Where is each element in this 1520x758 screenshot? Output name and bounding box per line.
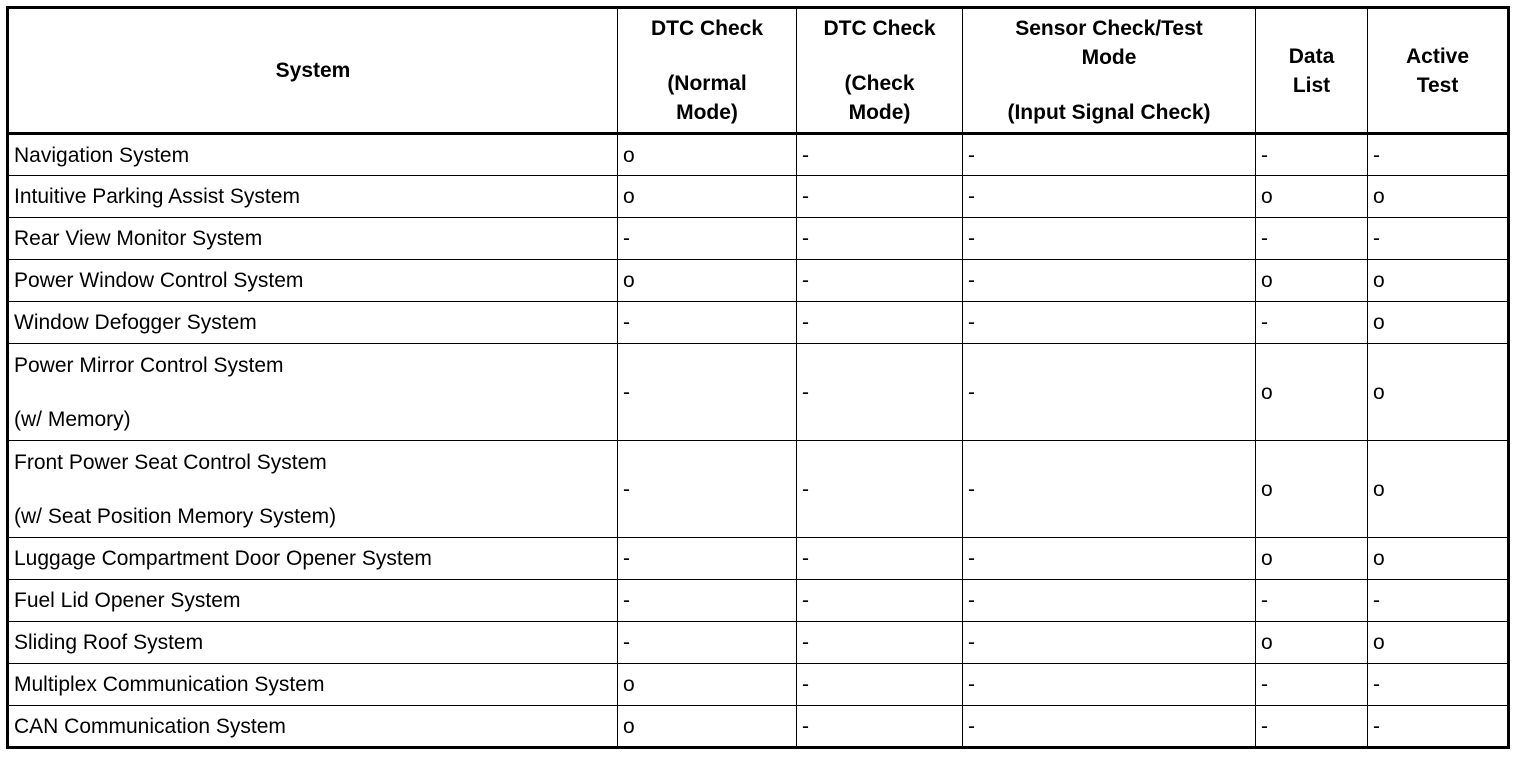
header-system-label: System [275,59,351,82]
cell-dtc-normal: o [618,260,797,302]
cell-sensor: - [963,441,1256,538]
header-system [8,8,618,134]
table-row [8,344,1509,441]
system-qualifier: (w/ Seat Position Memory System) [14,504,337,528]
system-name: Intuitive Parking Assist System [14,185,300,208]
header-dtc-check-line-1: DTC Check [823,17,936,40]
cell-dtc-normal: - [618,441,797,538]
cell-data-list: - [1256,134,1368,176]
table-row [8,302,1509,344]
cell-dtc-check: - [797,622,963,664]
system-name: Window Defogger System [14,311,257,334]
cell-data-list: o [1256,344,1368,441]
cell-dtc-check: - [797,134,963,176]
system-name: Sliding Roof System [14,631,204,654]
cell-data-list: - [1256,580,1368,622]
cell-data-list: - [1256,664,1368,706]
header-dtc-normal-line-3: Mode) [676,101,738,124]
cell-system [8,664,618,706]
cell-system [8,218,618,260]
cell-dtc-check: - [797,664,963,706]
system-name: Navigation System [14,143,190,167]
cell-dtc-normal: - [618,302,797,344]
header-sensor-line-1: Sensor Check/Test [1015,17,1203,40]
cell-sensor: - [963,538,1256,580]
cell-dtc-normal: o [618,706,797,748]
cell-system [8,176,618,218]
cell-data-list: o [1256,260,1368,302]
cell-active-test: o [1368,441,1509,538]
header-dtc-normal-line-2: (Normal [667,72,747,95]
table-row [8,260,1509,302]
system-name: Fuel Lid Opener System [14,589,241,612]
cell-dtc-check: - [797,580,963,622]
header-dtc-normal-line-1: DTC Check [650,17,764,40]
cell-dtc-check: - [797,260,963,302]
cell-active-test: o [1368,344,1509,441]
cell-dtc-normal: - [618,344,797,441]
table-row [8,580,1509,622]
header-active-test [1368,8,1509,134]
cell-sensor: - [963,260,1256,302]
cell-active-test: - [1368,134,1509,176]
cell-sensor: - [963,580,1256,622]
header-dtc-check-line-2: (Check [844,72,915,95]
cell-dtc-check: - [797,218,963,260]
cell-sensor: - [963,302,1256,344]
cell-dtc-check: - [797,538,963,580]
cell-dtc-normal: - [618,622,797,664]
cell-sensor: - [963,664,1256,706]
header-active-test-line-1: Active [1405,44,1470,68]
header-sensor-check [963,8,1256,134]
cell-system [8,706,618,748]
cell-active-test: o [1368,302,1509,344]
header-sensor-line-2: Mode [1081,46,1137,69]
system-name: Multiplex Communication System [14,673,325,696]
cell-active-test: - [1368,664,1509,706]
cell-system [8,344,618,441]
cell-system [8,441,618,538]
cell-dtc-normal: - [618,580,797,622]
diagnostic-function-table [6,6,1510,749]
system-name: Power Window Control System [14,269,304,292]
table-row [8,706,1509,748]
table-row [8,218,1509,260]
cell-dtc-check: - [797,176,963,218]
cell-dtc-check: - [797,302,963,344]
table-row [8,134,1509,176]
cell-data-list: - [1256,302,1368,344]
cell-sensor: - [963,218,1256,260]
cell-dtc-check: - [797,706,963,748]
cell-dtc-normal: o [618,134,797,176]
cell-active-test: o [1368,176,1509,218]
cell-active-test: - [1368,580,1509,622]
system-name: Rear View Monitor System [14,227,263,250]
cell-active-test: - [1368,218,1509,260]
cell-sensor: - [963,176,1256,218]
system-name: Front Power Seat Control System [14,450,327,474]
cell-sensor: - [963,706,1256,748]
header-sensor-line-3: (Input Signal Check) [1007,101,1211,124]
cell-dtc-normal: o [618,664,797,706]
cell-active-test: o [1368,622,1509,664]
cell-dtc-normal: - [618,218,797,260]
table-row [8,664,1509,706]
system-name: Power Mirror Control System [14,353,284,377]
header-row [8,8,1509,134]
header-dtc-normal [618,8,797,134]
cell-data-list: o [1256,441,1368,538]
cell-dtc-check: - [797,344,963,441]
system-qualifier: (w/ Memory) [14,407,131,431]
cell-system [8,580,618,622]
cell-dtc-check: - [797,441,963,538]
cell-system [8,302,618,344]
cell-system [8,134,618,176]
cell-dtc-normal: - [618,538,797,580]
header-data-list [1256,8,1368,134]
header-data-list-line-1: Data [1288,44,1335,68]
cell-system [8,538,618,580]
cell-dtc-normal: o [618,176,797,218]
cell-sensor: - [963,134,1256,176]
cell-system [8,260,618,302]
cell-system [8,622,618,664]
cell-data-list: - [1256,218,1368,260]
table-row [8,176,1509,218]
cell-active-test: - [1368,706,1509,748]
header-data-list-line-2: List [1292,73,1331,97]
header-active-test-line-2: Test [1416,73,1459,97]
cell-data-list: o [1256,176,1368,218]
header-dtc-check [797,8,963,134]
cell-active-test: o [1368,260,1509,302]
system-name: Luggage Compartment Door Opener System [14,547,432,570]
header-dtc-check-line-3: Mode) [848,101,911,124]
table-row [8,622,1509,664]
table-row [8,538,1509,580]
table-row [8,441,1509,538]
cell-sensor: - [963,622,1256,664]
cell-sensor: - [963,344,1256,441]
system-name: CAN Communication System [14,714,286,738]
cell-active-test: o [1368,538,1509,580]
cell-data-list: - [1256,706,1368,748]
cell-data-list: o [1256,622,1368,664]
cell-data-list: o [1256,538,1368,580]
